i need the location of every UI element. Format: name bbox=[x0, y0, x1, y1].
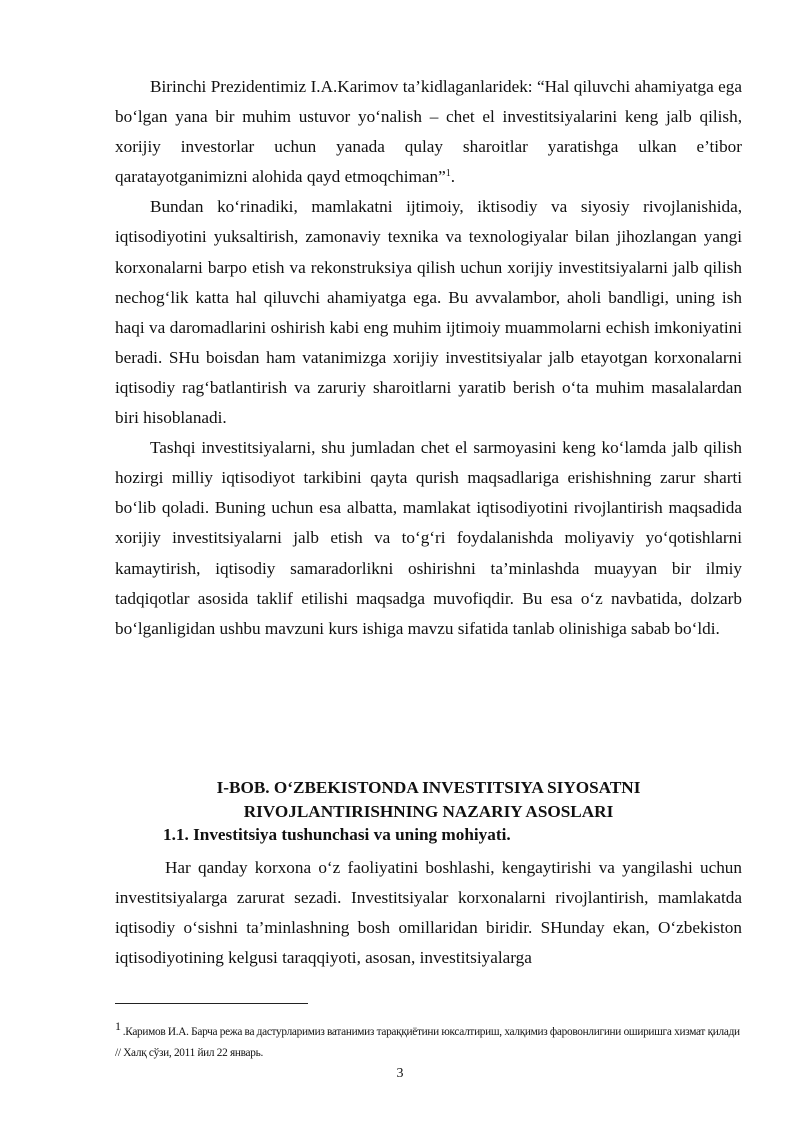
paragraph-3: Tashqi investitsiyalarni, shu jumladan chet el sarmoyasini keng ko‘lamda jalb qilish hozirgi milliy iqtisodiyot tarkibini qayta qurish maqsadlariga erishishning zarur sharti bo‘lib qoladi. Buning uchun esa albatta, mamlakat iqtisodiyotini rivojlantirish maqsadida xorijiy investitsiyalarni jalb etish va to‘g‘ri foydalanishda moliyaviy yo‘qotishlarni kamaytirish, iqtisodiy samaradorlikni oshirishni ta’minlashda muayyan bir ilmiy tadqiqotlar asosida taklif etilishi maqsadga muvofiqdir. Bu esa o‘z navbatida, dolzarb bo‘lganligidan ushbu mavzuni kurs ishiga mavzu sifatida tanlab olinishiga sabab bo‘ldi. bbox=[115, 438, 742, 638]
footnote-separator bbox=[115, 1003, 308, 1004]
paragraph-4: Har qanday korxona o‘z faoliyatini boshlashi, kengaytirishi va yangilashi uchun investitsiyalarga zarurat sezadi. Investitsiyalar korxonalarni rivojlantirish, mamlakatda iqtisodiy o‘sishni ta’minlashning bosh omillaridan biridir. SHunday ekan, O‘zbekiston iqtisodiyotining kelgusi taraqqiyoti, asosan, investitsiyalarga bbox=[115, 858, 742, 968]
footnote-reference[interactable]: 1 bbox=[445, 168, 451, 180]
body-text-bottom bbox=[115, 853, 742, 973]
chapter-heading-line-2: RIVOJLANTIRISHNING NAZARIY ASOSLARI bbox=[243, 801, 614, 821]
paragraph-1 bbox=[115, 72, 742, 192]
footnote bbox=[115, 1016, 747, 1064]
paragraph-2: Bundan ko‘rinadiki, mamlakatni ijtimoiy, iktisodiy va siyosiy rivojlanishida, iqtisodiyotini yuksaltirish, zamonaviy texnika va texnologiyalar bilan jihozlangan yangi korxonalarni barpo etish va rekonstruksiya qilish uchun xorijiy investitsiyalarni jalb qilish nechog‘lik katta hal qiluvchi ahamiyatga ega. Bu avvalambor, aholi bandligi, uning ish haqi va daromadlarini oshirish kabi eng muhim ijtimoiy muammolarni echish imkoniyatini beradi. SHu boisdan ham vatanimizga xorijiy investitsiyalar jalb etayotgan korxonalarni iqtisodiy rag‘batlantirish va zaruriy sharoitlarni yaratib berish o‘ta muhim masalalardan biri hisoblanadi. bbox=[115, 197, 742, 428]
paragraph-1-end: . bbox=[450, 167, 456, 187]
chapter-heading-line-1: I-BOB. O‘ZBEKISTONDA INVESTITSIYA SIYOSATNI bbox=[216, 778, 641, 797]
footnote-marker: 1 bbox=[115, 1019, 121, 1033]
page-number: 3 bbox=[396, 1066, 404, 1081]
footnote-text: .Каримов И.А. Барча режа ва дастурларимиз ватанимиз тараққиётини юксалтириш, халқимиз фаровонлигини оширишга хизмат қилади // Халқ сўзи, 2011 йил 22 январь. bbox=[115, 1026, 740, 1059]
body-text-top bbox=[115, 72, 742, 644]
section-title: 1.1. Investitsiya tushunchasi va uning mohiyati. bbox=[163, 825, 511, 844]
paragraph-1-text: Birinchi Prezidentimiz I.A.Karimov ta’kidlaganlaridek: “Hal qiluvchi ahamiyatga ega bo‘lgan yana bir muhim ustuvor yo‘nalish – chet el investitsiyalarini keng jalb qilish, xorijiy investorlar uchun yanada qulay sharoitlar yaratishga ulkan e’tibor qaratayotganimizni alohida qayd etmoqchiman” bbox=[115, 77, 742, 187]
chapter-heading bbox=[115, 776, 742, 823]
